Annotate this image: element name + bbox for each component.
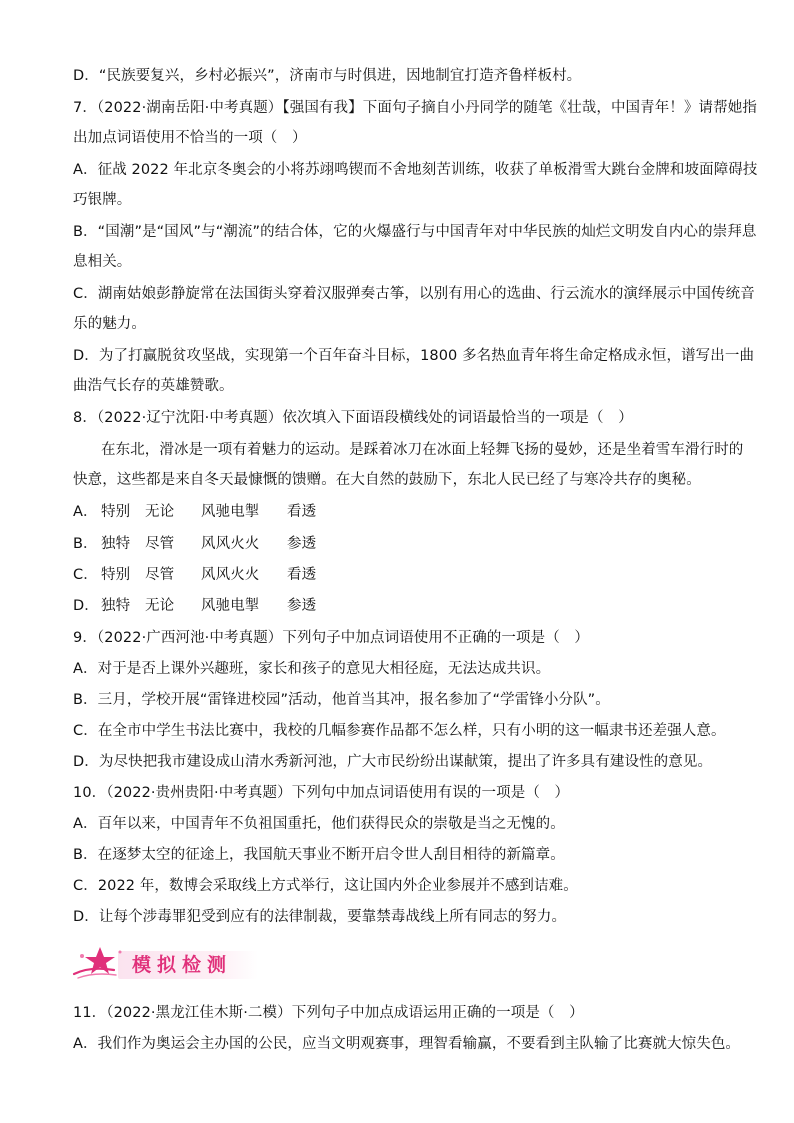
option-a-q7-cont: 巧银牌。 [73, 192, 132, 208]
option-d-q8 [73, 596, 733, 616]
option-word: 风风火火 [201, 536, 260, 552]
star-swoosh-icon [70, 944, 130, 984]
option-a-q7: A．征战 2022 年北京冬奥会的小将苏翊鸣锲而不舍地刻苦训练，收获了单板滑雪大跳台金牌和坡面障碍技 [73, 162, 758, 178]
option-b-q8 [73, 534, 733, 554]
question-8-passage-cont: 快意，这些都是来自冬天最慷慨的馈赠。在大自然的鼓励下，东北人民已经了与寒冷共存的奥秘。 [73, 472, 701, 488]
option-c-q7: C．湖南姑娘彭静旋常在法国街头穿着汉服弹奏古筝，以别有用心的选曲、行云流水的演绎展示中国传统音 [73, 286, 755, 302]
option-b-q7-cont: 息相关。 [73, 254, 132, 270]
option-word: 参透 [287, 598, 317, 614]
question-7-stem: 7．（2022·湖南岳阳·中考真题）【强国有我】下面句子摘自小丹同学的随笔《壮哉，中国青年！》请帮她指 [73, 100, 757, 116]
option-word: 风驰电掣 [201, 504, 260, 520]
option-letter: A． [73, 504, 98, 520]
option-word: 独特 [101, 536, 131, 552]
option-a-q8 [73, 502, 733, 522]
option-word: 参透 [287, 536, 317, 552]
option-word: 特别 [101, 567, 131, 583]
option-b-q7: B．“国潮”是“国风”与“潮流”的结合体，它的火爆盛行与中国青年对中华民族的灿烂文明发自内心的崇拜息 [73, 224, 757, 240]
option-d-q9: D．为尽快把我市建设成山清水秀新河池，广大市民纷纷出谋献策，提出了许多具有建设性的意见。 [73, 754, 713, 770]
option-d-q6: D．“民族要复兴，乡村必振兴”，济南市与时俱进，因地制宜打造齐鲁样板村。 [73, 68, 582, 84]
section-banner [70, 944, 260, 984]
option-c-q9: C．在全市中学生书法比赛中，我校的几幅参赛作品都不怎么样，只有小明的这一幅隶书还差强人意。 [73, 723, 726, 739]
option-letter: B． [73, 536, 98, 552]
question-11-stem: 11．（2022·黑龙江佳木斯·二模）下列句子中加点成语运用正确的一项是（ ） [73, 1005, 584, 1021]
option-letter: C． [73, 567, 98, 583]
question-8-passage: 在东北，滑冰是一项有着魅力的运动。是踩着冰刀在冰面上轻舞飞扬的曼妙，还是坐着雪车滑行时的 [101, 442, 744, 458]
option-word: 无论 [145, 504, 175, 520]
option-word: 风驰电掣 [201, 598, 260, 614]
question-9-stem: 9．（2022·广西河池·中考真题）下列句子中加点词语使用不正确的一项是（ ） [73, 630, 589, 646]
question-8-stem: 8．（2022·辽宁沈阳·中考真题）依次填入下面语段横线处的词语最恰当的一项是（ ） [73, 410, 633, 426]
option-c-q7-cont: 乐的魅力。 [73, 316, 146, 332]
option-word: 尽管 [145, 567, 175, 583]
option-c-q10: C．2022 年，数博会采取线上方式举行，这让国内外企业参展并不感到诘难。 [73, 878, 578, 894]
section-title: 模拟检测 [132, 954, 233, 976]
option-d-q10: D．让每个涉毒罪犯受到应有的法律制裁，要靠禁毒战线上所有同志的努力。 [73, 909, 567, 925]
option-a-q11: A．我们作为奥运会主办国的公民，应当文明观赛事，理智看输赢，不要看到主队输了比赛就大惊失色。 [73, 1036, 741, 1052]
option-word: 特别 [101, 504, 131, 520]
option-word: 独特 [101, 598, 131, 614]
option-word: 尽管 [145, 536, 175, 552]
option-word: 看透 [287, 504, 317, 520]
option-d-q7: D．为了打赢脱贫攻坚战，实现第一个百年奋斗目标，1800 多名热血青年将生命定格成永恒，谱写出一曲 [73, 348, 755, 364]
option-b-q9: B．三月，学校开展“雷锋进校园”活动，他首当其冲，报名参加了“学雷锋小分队”。 [73, 692, 610, 708]
option-b-q10: B．在逐梦太空的征途上，我国航天事业不断开启令世人刮目相待的新篇章。 [73, 847, 565, 863]
question-7-stem-cont: 出加点词语使用不恰当的一项（ ） [73, 130, 307, 146]
option-c-q8 [73, 565, 733, 585]
option-a-q10: A．百年以来，中国青年不负祖国重托，他们获得民众的崇敬是当之无愧的。 [73, 816, 565, 832]
question-10-stem: 10．（2022·贵州贵阳·中考真题）下列句中加点词语使用有误的一项是（ ） [73, 785, 570, 801]
option-d-q7-cont: 曲浩气长存的英雄赞歌。 [73, 378, 234, 394]
option-word: 风风火火 [201, 567, 260, 583]
option-word: 看透 [287, 567, 317, 583]
option-word: 无论 [145, 598, 175, 614]
option-a-q9: A．对于是否上课外兴趣班，家长和孩子的意见大相径庭，无法达成共识。 [73, 661, 551, 677]
option-letter: D． [73, 598, 99, 614]
